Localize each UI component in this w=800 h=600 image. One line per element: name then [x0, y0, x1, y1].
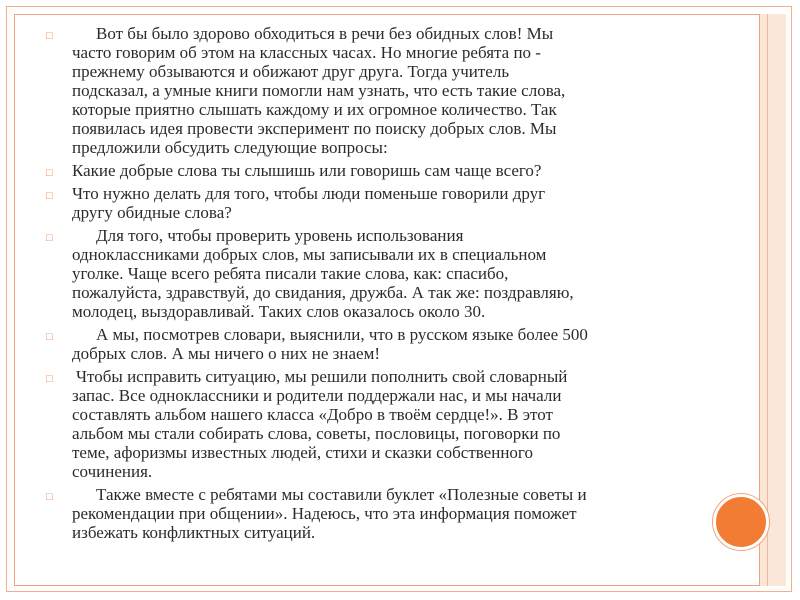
bullet-paragraph: [46, 184, 700, 222]
paragraph-line: молодец, выздоравливай. Таких слов оказалось около 30.: [72, 302, 486, 321]
paragraph-line: Также вместе с ребятами мы составили буклет «Полезные советы и: [96, 485, 587, 504]
paragraph-line: сочинения.: [72, 462, 153, 481]
square-bullet-icon: □: [46, 30, 53, 42]
text-body: [46, 24, 700, 546]
paragraph-line: Чтобы исправить ситуацию, мы решили пополнить свой словарный: [76, 367, 568, 386]
paragraph-line: теме, афоризмы известных людей, стихи и сказки собственного: [72, 443, 533, 462]
paragraph-line: пожалуйста, здравствуй, до свидания, дружба. А так же: поздравляю,: [72, 283, 574, 302]
side-line: [767, 14, 768, 586]
square-bullet-icon: □: [46, 190, 53, 202]
orange-circle-decoration: [713, 494, 769, 550]
paragraph-line: Вот бы было здорово обходиться в речи без обидных слов! Мы: [96, 24, 554, 43]
paragraph-line: Что нужно делать для того, чтобы люди поменьше говорили друг: [72, 184, 546, 203]
bullet-paragraph: [46, 161, 700, 180]
paragraph-line: Какие добрые слова ты слышишь или говоришь сам чаще всего?: [72, 161, 542, 180]
paragraph-line: рекомендации при общении». Надеюсь, что эта информация поможет: [72, 504, 577, 523]
paragraph-line: подсказал, а умные книги помогли нам узнать, что есть такие слова,: [72, 81, 566, 100]
paragraph-line: уголке. Чаще всего ребята писали такие слова, как: спасибо,: [72, 264, 509, 283]
paragraph-line: Для того, чтобы проверить уровень использования: [96, 226, 464, 245]
bullet-paragraph: [46, 226, 700, 321]
paragraph-line: запас. Все одноклассники и родители поддержали нас, и мы начали: [72, 386, 562, 405]
paragraph-line: появилась идея провести эксперимент по поиску добрых слов. Мы: [72, 119, 557, 138]
paragraph-line: другу обидные слова?: [72, 203, 232, 222]
square-bullet-icon: □: [46, 491, 53, 503]
bullet-paragraph: [46, 367, 700, 481]
bullet-paragraph: [46, 325, 700, 363]
paragraph-line: предложили обсудить следующие вопросы:: [72, 138, 388, 157]
side-band: [759, 14, 786, 586]
paragraph-line: добрых слов. А мы ничего о них не знаем!: [72, 344, 380, 363]
square-bullet-icon: □: [46, 167, 53, 179]
paragraph-line: прежнему обзываются и обижают друг друга. Тогда учитель: [72, 62, 510, 81]
paragraph-line: избежать конфликтных ситуаций.: [72, 523, 316, 542]
square-bullet-icon: □: [46, 331, 53, 343]
bullet-paragraph: [46, 485, 700, 542]
paragraph-line: которые приятно слышать каждому и их огромное количество. Так: [72, 100, 557, 119]
paragraph-line: альбом мы стали собирать слова, советы, пословицы, поговорки по: [72, 424, 561, 443]
square-bullet-icon: □: [46, 232, 53, 244]
bullet-paragraph: [46, 24, 700, 157]
square-bullet-icon: □: [46, 373, 53, 385]
paragraph-line: составлять альбом нашего класса «Добро в твоём сердце!». В этот: [72, 405, 553, 424]
paragraph-line: А мы, посмотрев словари, выяснили, что в русском языке более 500: [96, 325, 588, 344]
paragraph-line: часто говорим об этом на классных часах. Но многие ребята по -: [72, 43, 541, 62]
paragraph-line: одноклассниками добрых слов, мы записывали их в специальном: [72, 245, 547, 264]
